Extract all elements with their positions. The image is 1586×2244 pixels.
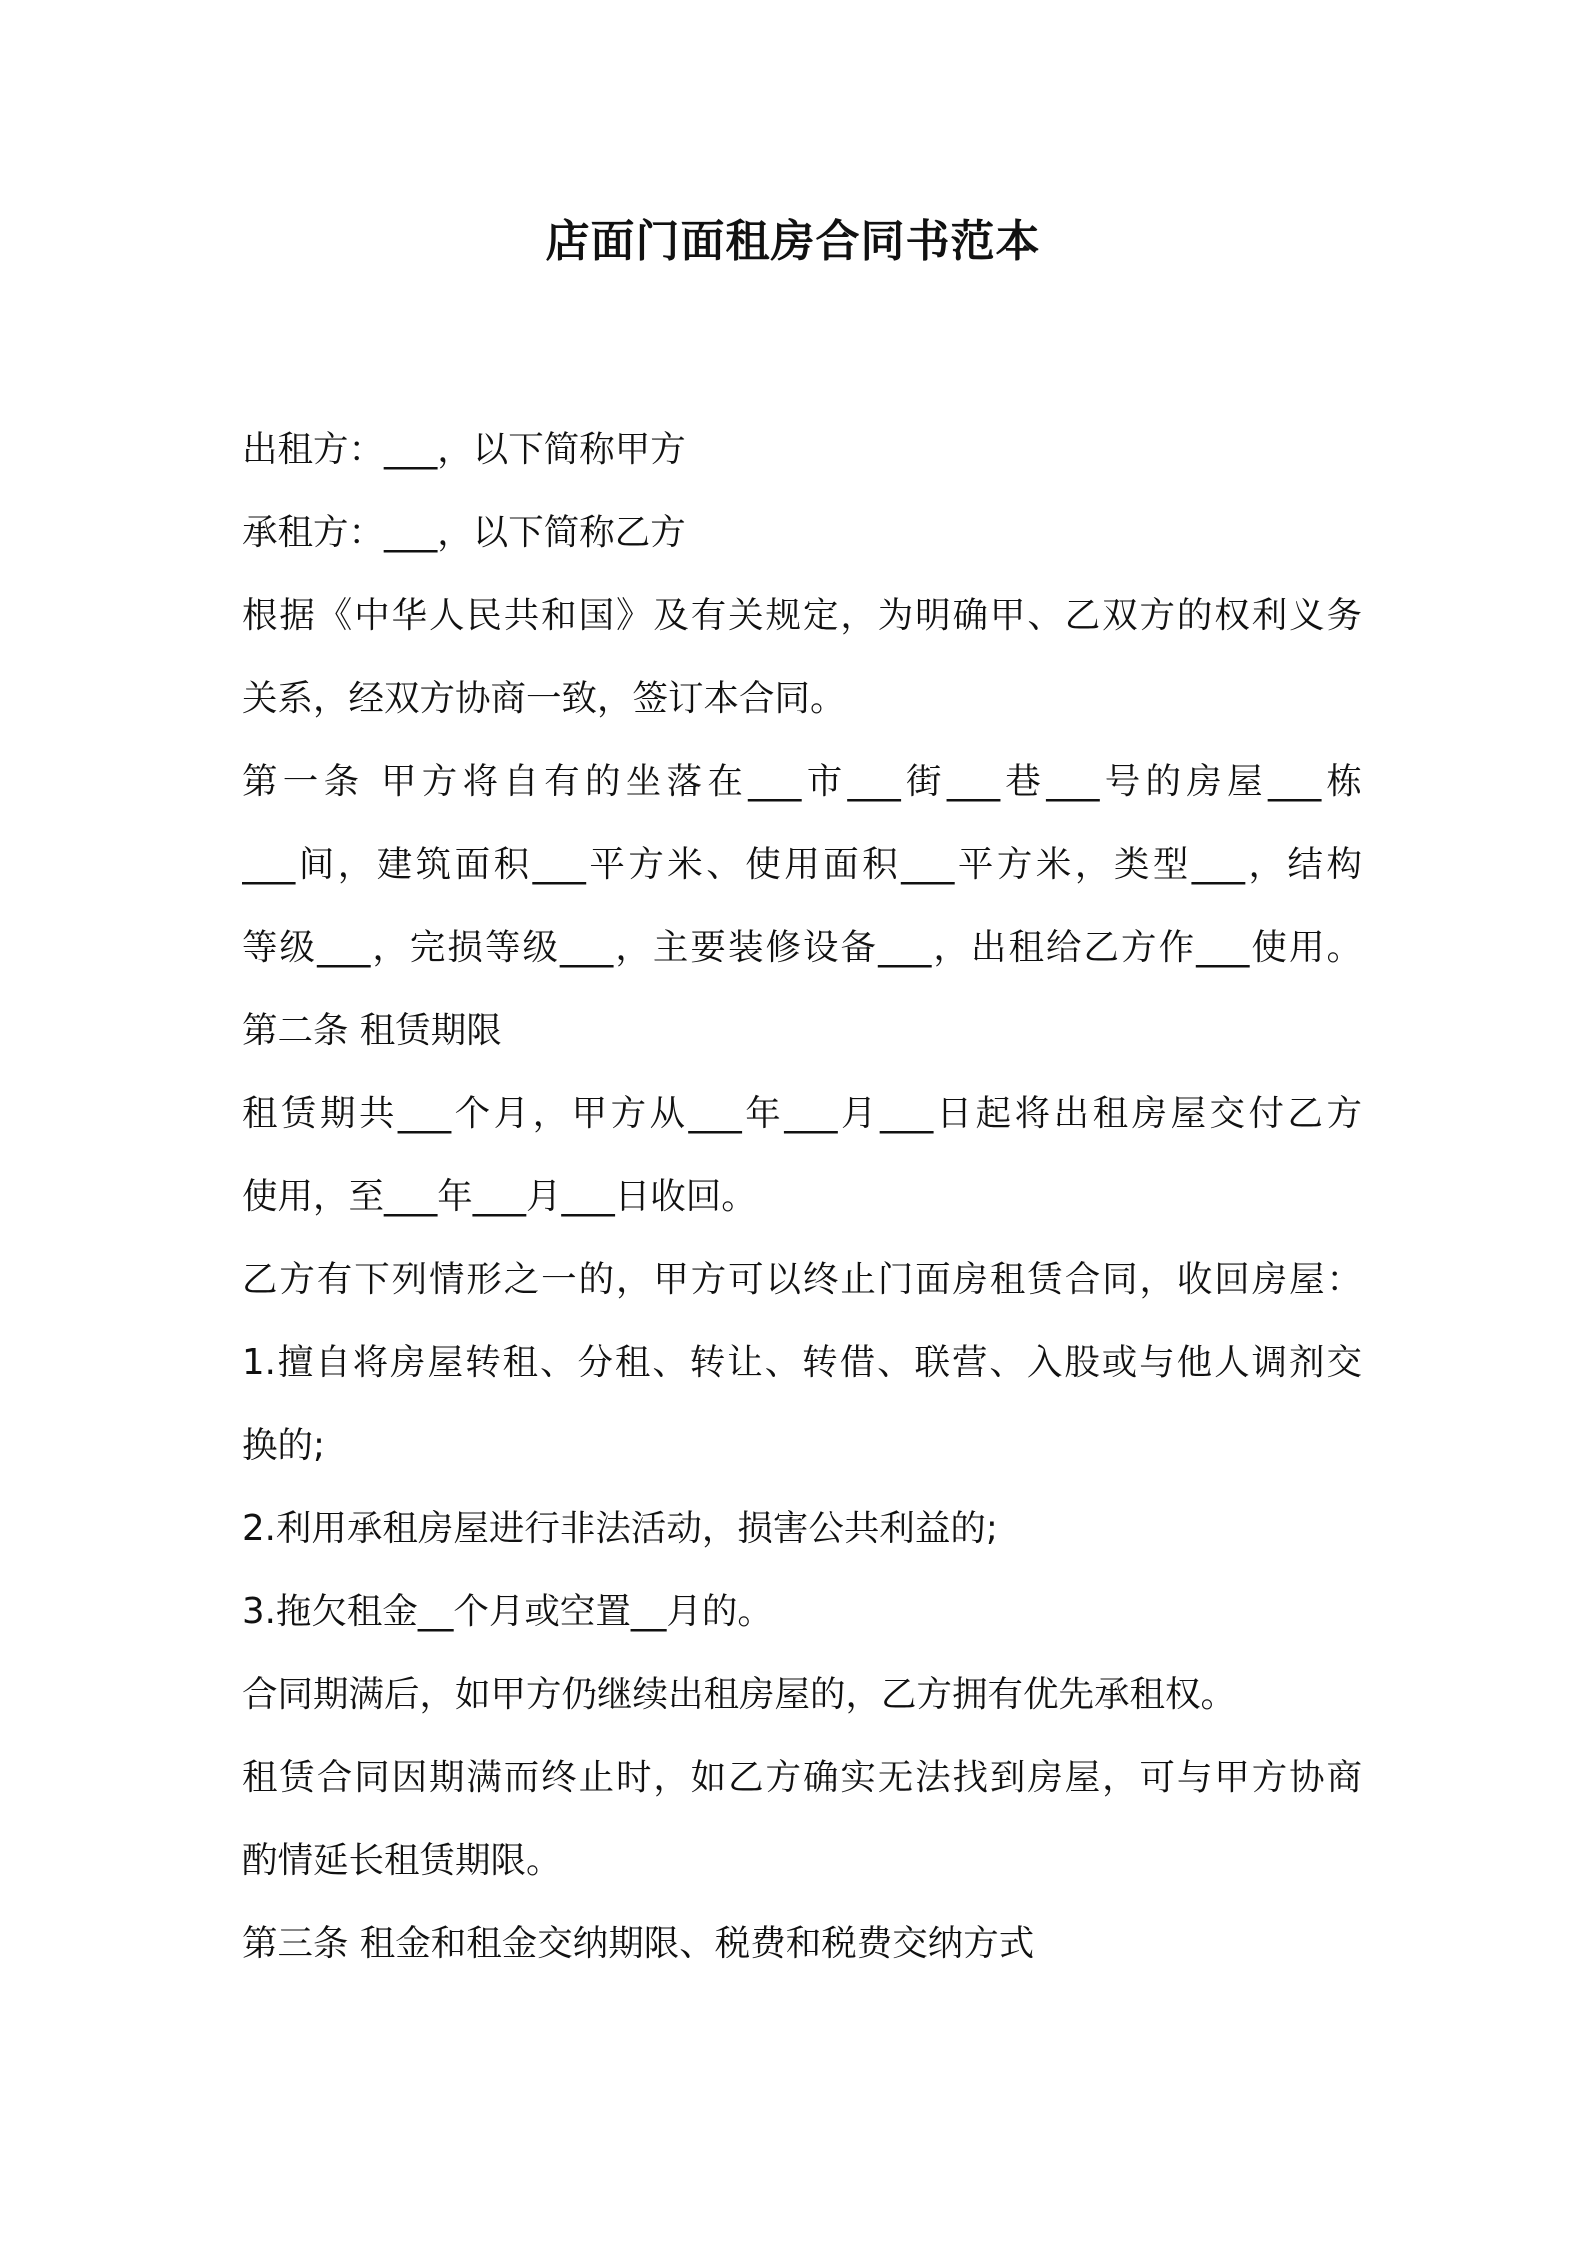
party-lessee-line: 承租方：___，以下简称乙方 <box>242 512 686 553</box>
extension-line-2: 酌情延长租赁期限。 <box>242 1840 562 1881</box>
preamble-line-1: 根据《中华人民共和国》及有关规定，为明确甲、乙双方的权利义务 <box>242 595 1362 636</box>
article-2-line-1: 租赁期共___个月，甲方从___年___月___日起将出租房屋交付乙方 <box>242 1093 1362 1134</box>
article-2-line-2: 使用，至___年___月___日收回。 <box>242 1176 757 1217</box>
termination-item-3: 3.拖欠租金__个月或空置__月的。 <box>242 1591 773 1632</box>
priority-lease-line: 合同期满后，如甲方仍继续出租房屋的，乙方拥有优先承租权。 <box>242 1674 1237 1715</box>
article-1-line-1: 第一条 甲方将自有的坐落在___市___街___巷___号的房屋___栋 <box>242 761 1362 802</box>
document-body <box>242 408 1362 1985</box>
extension-line-1: 租赁合同因期满而终止时，如乙方确实无法找到房屋，可与甲方协商 <box>242 1757 1362 1798</box>
preamble-line-2: 关系，经双方协商一致，签订本合同。 <box>242 678 846 719</box>
article-1-line-2: ___间，建筑面积___平方米、使用面积___平方米，类型___，结构 <box>242 844 1362 885</box>
party-lessor-line: 出租方：___，以下简称甲方 <box>242 429 686 470</box>
termination-item-1-line-1: 1.擅自将房屋转租、分租、转让、转借、联营、入股或与他人调剂交 <box>242 1342 1362 1383</box>
termination-intro-line: 乙方有下列情形之一的，甲方可以终止门面房租赁合同，收回房屋： <box>242 1259 1362 1300</box>
document-title: 店面门面租房合同书范本 <box>545 216 1041 267</box>
termination-item-1-line-2: 换的; <box>242 1425 325 1466</box>
termination-item-2: 2.利用承租房屋进行非法活动，损害公共利益的; <box>242 1508 998 1549</box>
article-1-line-3: 等级___，完损等级___，主要装修设备___，出租给乙方作___使用。 <box>242 927 1362 968</box>
article-3-heading: 第三条 租金和租金交纳期限、税费和税费交纳方式 <box>242 1923 1035 1964</box>
article-2-heading: 第二条 租赁期限 <box>242 1010 502 1051</box>
